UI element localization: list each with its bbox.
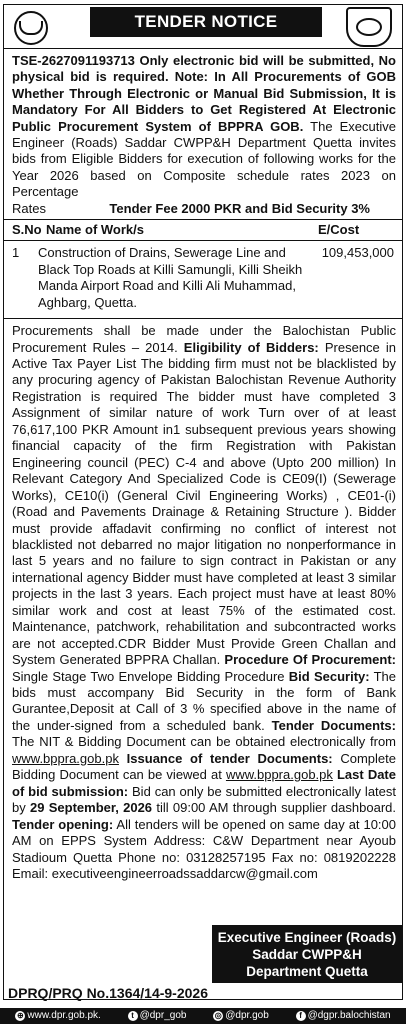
fee-row (12, 201, 396, 217)
instagram-icon: ◎ (214, 1011, 222, 1020)
government-emblem-icon (346, 7, 392, 47)
rates-label: Rates (12, 200, 46, 216)
issuance-label: Issuance of tender Documents: (118, 750, 333, 766)
intro-text: The Executive Engineer (Roads) Saddar CWPP&H Department Quetta invites bids from Eligible Bidders for execution of following works for the Year 2026 based on Composite schedule rates 2023 on Percentage (12, 118, 396, 200)
column-header-name: Name of Work/s (46, 222, 145, 238)
column-header-sno: S.No (12, 222, 42, 238)
body-p6: Complete Bidding Document can be viewed at (12, 750, 396, 783)
procedure-label: Procedure Of Procurement: (224, 652, 396, 668)
intro-paragraph (4, 49, 402, 220)
body-p9: All tenders will be opened on same day at 10:00 AM on EPPS System Address: C&W Department near Ayoub Stadioum Quetta Phone no: 03128257195 Fax no: 0819202228 Email: executiveengineerroadssaddarcw@gmail.com (12, 816, 396, 882)
signature-line-2: Saddar CWPP&H (252, 947, 362, 962)
globe-icon: ⊕ (17, 1011, 24, 1020)
bid-security-label: Bid Security: (288, 668, 370, 684)
social-bar (0, 1008, 406, 1024)
body-p4: The bids must accompany Bid Security in the form of Bank Gurantee,Deposit at Call of 3 % specified above in the name of the under-signed from a scheduled bank. (12, 668, 397, 733)
social-website-text: www.dpr.gob.pk. (27, 1010, 101, 1021)
social-instagram-text: @dpr.gob (225, 1010, 269, 1021)
social-item-facebook[interactable] (296, 1008, 391, 1024)
body-p1: Procurements shall be made under the Balochistan Public Procurement Rules – 2014. (12, 323, 396, 355)
facebook-icon: f (296, 1011, 306, 1021)
eligibility-label: Eligibility of Bidders: (183, 339, 319, 355)
row-estimated-cost: 109,453,000 (321, 245, 394, 261)
works-table-header (4, 220, 402, 241)
row-work-name: Construction of Drains, Sewerage Line and Black Top Roads at Killi Samungli, Killi Sheikh Manda Airport Road and Killi Ali Muhammad, Aghbarg, Quetta. (38, 245, 303, 310)
tender-opening-label: Tender opening: (12, 816, 114, 832)
signature-line-1: Executive Engineer (Roads) (217, 930, 397, 945)
notice-header (4, 5, 402, 49)
social-item-twitter[interactable] (128, 1008, 187, 1024)
intro-bold-lead: TSE-2627091193713 Only electronic bid will be submitted, No physical bid is required. Note: In All Procurements of GOB Whether Through Electronic or Manual Bid Submission, It is Mandatory For All Bidders to Get Registered At Electronic Public Procurement System of BPPRA GOB. (12, 53, 396, 134)
department-logo-icon (14, 11, 48, 45)
body-p3: Single Stage Two Envelope Bidding Procedure (12, 668, 289, 684)
row-sno: 1 (12, 245, 20, 261)
signature-block (212, 925, 402, 983)
social-facebook-text: @dgpr.balochistan (307, 1010, 391, 1021)
body-p8: till 09:00 AM through supplier dashboard. (152, 800, 396, 816)
signature-line-3: Department Quetta (246, 964, 368, 979)
social-twitter-text: @dpr_gob (139, 1010, 187, 1021)
reference-number: DPRQ/PRQ No.1364/14-9-2026 (8, 985, 208, 1001)
tender-fee-text: Tender Fee 2000 PKR and Bid Security 3% (109, 200, 370, 216)
notice-footer (4, 925, 402, 1001)
deadline-date: 29 September, 2026 (30, 800, 153, 816)
notice-frame (3, 4, 403, 1000)
twitter-icon: t (128, 1011, 138, 1021)
bppra-link-2[interactable]: www.bppra.gob.pk (225, 767, 333, 783)
last-date-label: Last Date of bid submission: (12, 767, 396, 799)
social-item-website[interactable] (15, 1008, 100, 1024)
social-item-instagram[interactable] (213, 1008, 269, 1024)
table-row (4, 241, 402, 319)
body-p7: Bid can only be submitted electronically latest by (12, 783, 396, 816)
notice-body (4, 319, 402, 884)
notice-title: TENDER NOTICE (90, 7, 322, 37)
column-header-cost: E/Cost (318, 222, 360, 238)
body-p5: The NIT & Bidding Document can be obtained electronically from (12, 734, 396, 750)
tender-documents-label: Tender Documents: (271, 717, 396, 733)
body-p2: Presence in Active Tax Payer List The bidding firm must not be blacklisted by any procuring agency of Pakistan Balochistan Revenue Authority Registration is required The bidder must have completed 3 Assignment of similar nature of work Turn over of at least 76,617,100 PKR Amount in1 subsequent previous years showing financial capacity of the firm Registration with Pakistan Engineering council (PEC) C-4 and above (Upto 200 million) In Relevant Category And Specialized Code is CE09(I) (Sewerage Works), CE10(i) (General Civil Engineering Works) , CE01-(i) (Road and Pavements Drainage & Retaining Structure ). Bidder must provide affadavit confirming no conflict of interest not blacklisted not debarred no major litigation no nonperformance in last 5 years and no failure to sign contract in Pakistan or any international agency Bidder must have completed at least 3 similar projects in the last 3 years. Each project must have at least 80% similar work and cost at least 75% of the estimated cost. Maintenance, patchwork, rehabilitation and subcontracted works are not accepted.CDR Bidder Must Provide Green Challan and System Generated BPPRA Challan. (12, 339, 396, 668)
bppra-link-1[interactable]: www.bppra.gob.pk (12, 750, 119, 766)
